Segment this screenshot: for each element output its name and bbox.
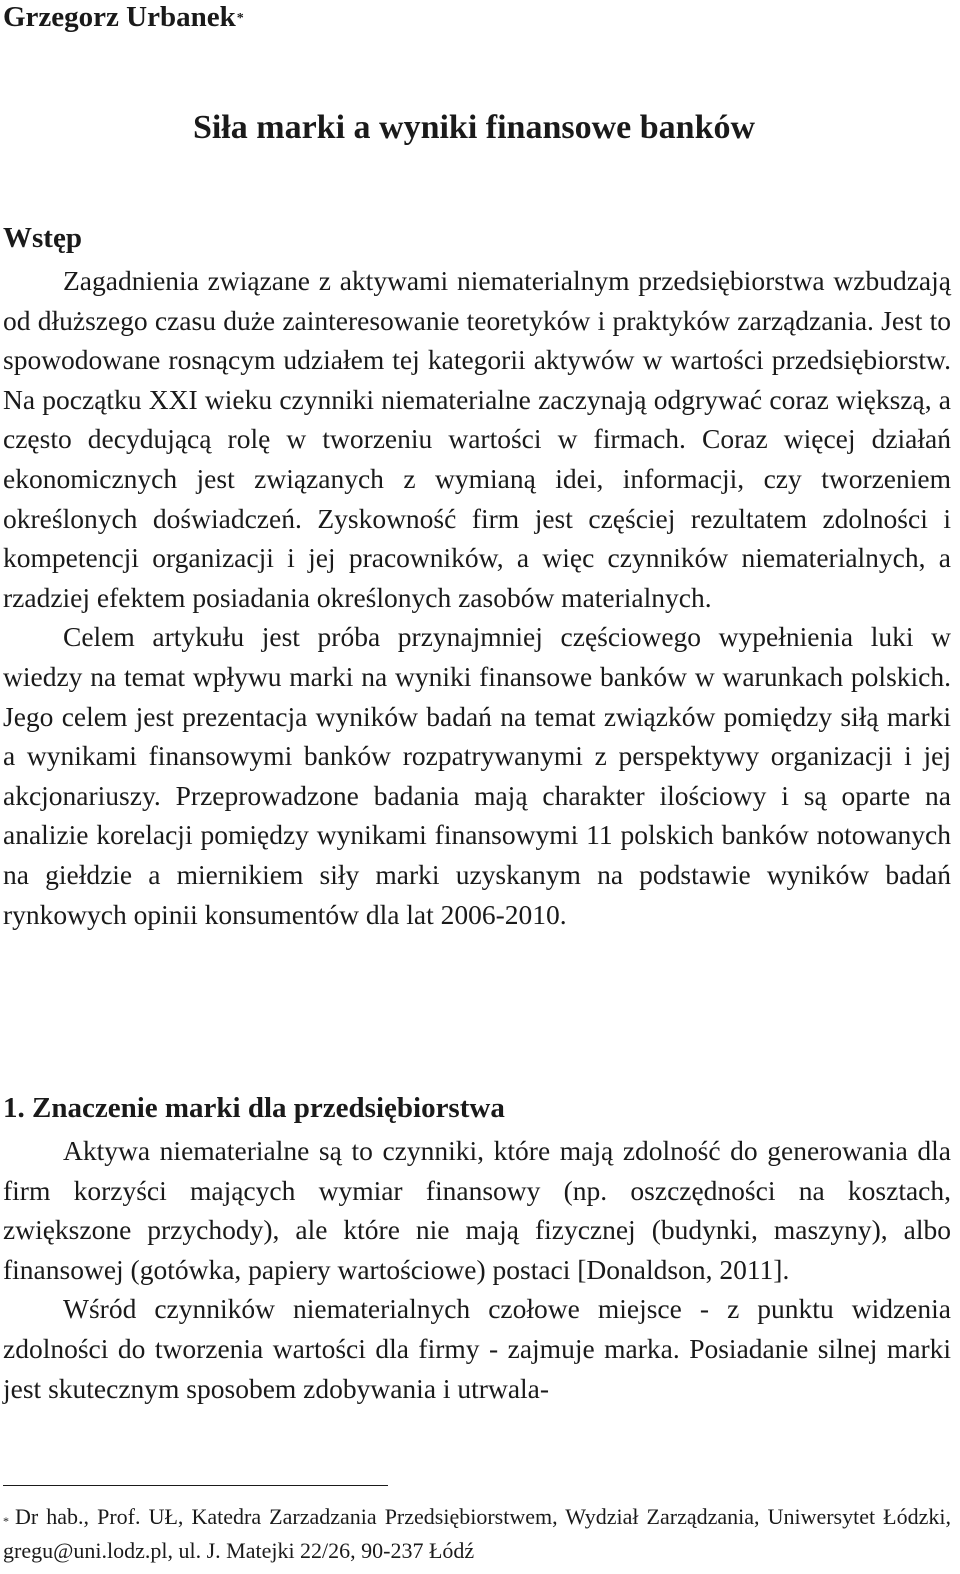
intro-paragraph-1: Zagadnienia związane z aktywami niematerialnym przedsiębiorstwa wzbudzają od dłuższego czasu duże zainteresowanie teoretyków i praktyków zarządzania. Jest to spowodowane rosnącym udziałem tej kategorii aktywów w wartości przedsiębiorstw. Na początku XXI wieku czynniki niematerialne zaczynają odgrywać coraz większą, a często decydującą rolę w tworzeniu wartości w firmach. Coraz więcej działań ekonomicznych jest związanych z wymianą idei, informacji, czy tworzeniem określonych doświadczeń. Zyskowność firm jest częściej rezultatem zdolności i kompetencji organizacji i jej pracowników, a więc czynników niematerialnych, a rzadziej efektem posiadania określonych zasobów materialnych.	[3, 265, 951, 613]
article-title-text: Siła marki a wyniki finansowe banków	[192, 109, 756, 146]
intro-paragraph-2: Celem artykułu jest próba przynajmniej częściowego wypełnienia luki w wiedzy na temat wpływu marki na wyniki finansowe banków w warunkach polskich. Jego celem jest prezentacja wyników badań na temat związków pomiędzy siłą marki a wynikami finansowymi banków rozpatrywanymi z perspektywy organizacji i jej akcjonariuszy. Przeprowadzone badania mają charakter ilościowy i są oparte na analizie korelacji pomiędzy wynikami finansowymi 11 polskich banków notowanych na giełdzie a miernikiem siły marki uzyskanym na podstawie wyników badań rynkowych opinii konsumentów dla lat 2006-2010.	[3, 621, 951, 930]
author-line	[3, 0, 244, 34]
section-1-heading: 1. Znaczenie marki dla przedsiębiorstwa	[3, 1092, 505, 1124]
footnote-divider	[3, 1485, 388, 1486]
footnote-paragraph	[3, 1500, 951, 1568]
footnote	[3, 1500, 951, 1568]
article-title	[0, 106, 960, 150]
footnote-text: Dr hab., Prof. UŁ, Katedra Zarzadzania Przedsiębiorstwem, Wydział Zarządzania, Uniwersytet Łódzki, gregu@uni.lodz.pl, ul. J. Matejki 22/26, 90-237 Łódź	[3, 1504, 951, 1563]
author-footnote-mark: *	[236, 11, 244, 26]
section-1-body	[3, 1131, 951, 1408]
author-name: Grzegorz Urbanek	[3, 1, 236, 33]
intro-body	[3, 261, 951, 934]
section-1-paragraph-1: Aktywa niematerialne są to czynniki, które mają zdolność do generowania dla firm korzyści mających wymiar finansowy (np. oszczędności na kosztach, zwiększone przychody), ale które nie mają fizycznej (budynki, maszyny), albo finansowej (gotówka, papiery wartościowe) postaci [Donaldson, 2011].	[3, 1135, 951, 1285]
footnote-mark: *	[3, 1514, 9, 1528]
section-1-paragraph-2: Wśród czynników niematerialnych czołowe miejsce - z punktu widzenia zdolności do tworzenia wartości dla firmy - zajmuje marka. Posiadanie silnej marki jest skutecznym sposobem zdobywania i utrwala-	[3, 1293, 951, 1404]
intro-heading: Wstęp	[3, 222, 82, 254]
